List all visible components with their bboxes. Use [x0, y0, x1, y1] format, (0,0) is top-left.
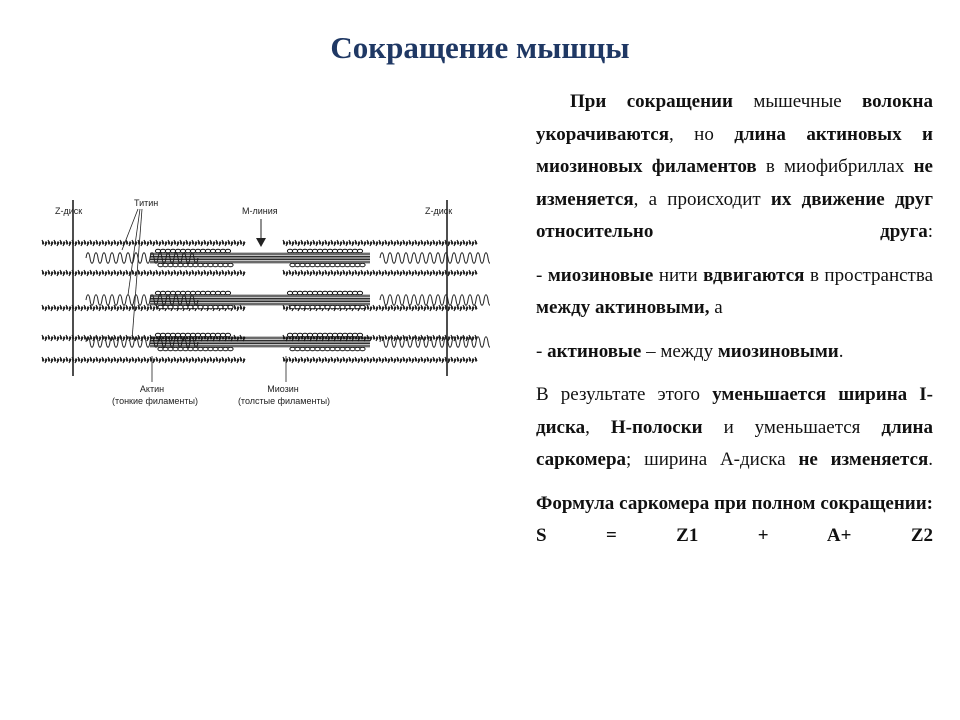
myosin-head: [347, 291, 352, 295]
p4-run-7: не изменяется: [798, 449, 929, 470]
myosin-head: [210, 291, 215, 295]
myosin-head: [155, 333, 160, 337]
p2-run-4: в пространства: [804, 264, 934, 286]
myosin-head: [220, 249, 225, 253]
myosin-head: [360, 305, 365, 309]
paragraph-main: [536, 86, 933, 249]
myosin-head: [342, 249, 347, 253]
p1-run-7: , а происходит: [633, 188, 771, 210]
myosin-head: [297, 291, 302, 295]
label-z-disk-left: Z-диск: [55, 206, 83, 216]
p1-run-5: в миофибриллах: [756, 156, 914, 177]
myosin-head: [355, 263, 360, 267]
myosin-head: [297, 249, 302, 253]
myosin-head: [352, 249, 357, 253]
myosin-head: [155, 291, 160, 295]
myosin-head: [215, 249, 220, 253]
p1-run-8: их движение друг относительно друга: [536, 188, 933, 242]
myosin-head: [210, 249, 215, 253]
myosin-head: [305, 347, 310, 351]
p2-run-3: вдвигаются: [703, 264, 805, 286]
myosin-head: [355, 305, 360, 309]
myosin-head: [183, 347, 188, 351]
myosin-head: [332, 249, 337, 253]
myosin-head: [183, 305, 188, 309]
p1-run-9: :: [927, 221, 933, 242]
myosin-head: [178, 305, 183, 309]
myosin-head: [190, 291, 195, 295]
label-actin-sub: (тонкие филаменты): [112, 396, 198, 406]
myosin-head: [302, 333, 307, 337]
titin-spring-0-1: [380, 253, 490, 264]
myosin-head: [322, 333, 327, 337]
sarcomere-diagram: [0, 190, 490, 420]
myosin-head: [345, 347, 350, 351]
myosin-head: [165, 291, 170, 295]
myosin-head: [193, 347, 198, 351]
myosin-head: [290, 347, 295, 351]
myosin-head: [163, 347, 168, 351]
myosin-head: [195, 249, 200, 253]
myosin-head: [330, 305, 335, 309]
myosin-head: [352, 291, 357, 295]
myosin-head: [163, 305, 168, 309]
myosin-head: [185, 333, 190, 337]
myosin-head: [350, 263, 355, 267]
myosin-head: [325, 347, 330, 351]
p2-run-5: между актиновыми,: [536, 297, 710, 318]
myosin-head: [160, 291, 165, 295]
myosin-head: [310, 347, 315, 351]
myosin-head: [205, 291, 210, 295]
myosin-head: [357, 291, 362, 295]
paragraph-myosin-threads: [536, 260, 933, 325]
myosin-head: [322, 249, 327, 253]
myosin-head: [287, 291, 292, 295]
myosin-head: [168, 263, 173, 267]
myosin-head: [158, 347, 163, 351]
actin-strand-right-1-texture: [283, 270, 477, 276]
myosin-head: [178, 347, 183, 351]
myosin-head: [335, 263, 340, 267]
myosin-head: [168, 347, 173, 351]
p5-run-0: Формула саркомера при полном сокращении: S = Z1 + A+ Z2: [536, 492, 933, 546]
p2-run-1: миозиновые: [547, 264, 654, 286]
label-actin: Актин: [139, 384, 165, 394]
myosin-head: [307, 333, 312, 337]
myosin-head: [290, 263, 295, 267]
myosin-filaments: [150, 249, 370, 351]
p4-run-2: ,: [585, 416, 611, 438]
myosin-head: [317, 249, 322, 253]
myosin-head: [188, 263, 193, 267]
myosin-head: [322, 291, 327, 295]
myosin-head: [215, 291, 220, 295]
myosin-head: [345, 305, 350, 309]
myosin-head: [188, 347, 193, 351]
p2-run-2: нити: [653, 264, 704, 286]
myosin-head: [198, 263, 203, 267]
myosin-head: [223, 263, 228, 267]
myosin-head: [300, 263, 305, 267]
myosin-head: [342, 333, 347, 337]
myosin-head: [228, 305, 233, 309]
myosin-head: [292, 291, 297, 295]
myosin-head: [200, 333, 205, 337]
myosin-head: [170, 291, 175, 295]
myosin-head: [225, 291, 230, 295]
p4-run-5: длина саркомера: [536, 416, 934, 470]
myosin-head: [327, 249, 332, 253]
myosin-head: [200, 249, 205, 253]
myosin-head: [228, 263, 233, 267]
myosin-head: [357, 249, 362, 253]
myosin-head: [193, 263, 198, 267]
myosin-head: [320, 305, 325, 309]
myosin-head: [337, 291, 342, 295]
myosin-head: [317, 291, 322, 295]
myosin-head: [213, 263, 218, 267]
myosin-head: [180, 333, 185, 337]
m-line-arrowhead: [256, 238, 266, 247]
myosin-head: [347, 249, 352, 253]
myosin-head: [337, 333, 342, 337]
myosin-head: [320, 347, 325, 351]
myosin-head: [335, 347, 340, 351]
myosin-head: [350, 305, 355, 309]
myosin-head: [220, 333, 225, 337]
myosin-head: [158, 263, 163, 267]
myosin-head: [183, 263, 188, 267]
myosin-head: [327, 291, 332, 295]
myosin-head: [337, 249, 342, 253]
myosin-head: [350, 347, 355, 351]
myosin-head: [198, 305, 203, 309]
myosin-head: [340, 263, 345, 267]
myosin-head: [213, 305, 218, 309]
paragraph-actin-threads: [536, 336, 933, 369]
myosin-head: [198, 347, 203, 351]
myosin-head: [225, 249, 230, 253]
myosin-head: [292, 249, 297, 253]
myosin-head: [360, 263, 365, 267]
myosin-head: [287, 333, 292, 337]
p4-run-8: .: [928, 449, 933, 470]
myosin-head: [178, 263, 183, 267]
myosin-head: [312, 291, 317, 295]
myosin-head: [203, 263, 208, 267]
paragraph-formula: [536, 488, 933, 553]
p1-run-2: волокна укорачиваются: [536, 91, 933, 145]
p2-run-0: -: [536, 264, 548, 286]
titin-spring-1-1: [380, 295, 490, 306]
myosin-head: [158, 305, 163, 309]
myosin-head: [203, 305, 208, 309]
myosin-head: [310, 263, 315, 267]
myosin-head: [287, 249, 292, 253]
myosin-head: [295, 305, 300, 309]
actin-strand-right-4-texture: [283, 357, 477, 363]
myosin-head: [218, 347, 223, 351]
myosin-head: [185, 249, 190, 253]
myosin-head: [208, 263, 213, 267]
myosin-head: [312, 249, 317, 253]
myosin-head: [155, 249, 160, 253]
myosin-head: [332, 333, 337, 337]
p1-run-3: , но: [668, 123, 735, 145]
myosin-head: [190, 333, 195, 337]
p4-run-1: уменьшается ширина I-диска: [536, 384, 933, 438]
p3-run-3: миозиновыми: [717, 340, 839, 362]
myosin-head: [185, 291, 190, 295]
myosin-head: [175, 333, 180, 337]
myosin-head: [175, 249, 180, 253]
label-m-line: М-линия: [242, 206, 278, 216]
p2-run-6: а: [709, 297, 723, 318]
myosin-head: [305, 263, 310, 267]
myosin-head: [223, 305, 228, 309]
p4-run-4: и уменьшается: [702, 416, 882, 438]
myosin-head: [218, 305, 223, 309]
myosin-head: [203, 347, 208, 351]
slide-title: Сокращение мышцы: [330, 30, 630, 65]
p1-run-1: мышечные: [732, 91, 863, 112]
myosin-head: [317, 333, 322, 337]
myosin-head: [307, 291, 312, 295]
myosin-head: [173, 263, 178, 267]
myosin-head: [173, 305, 178, 309]
p3-run-4: .: [838, 340, 844, 362]
myosin-head: [163, 263, 168, 267]
myosin-head: [340, 347, 345, 351]
myosin-head: [160, 333, 165, 337]
p3-run-2: – между: [641, 340, 718, 362]
myosin-head: [195, 291, 200, 295]
paragraph-result: [536, 379, 933, 477]
p3-run-0: -: [536, 340, 548, 362]
myosin-head: [352, 333, 357, 337]
myosin-head: [205, 333, 210, 337]
myosin-head: [307, 249, 312, 253]
myosin-head: [213, 347, 218, 351]
myosin-head: [320, 263, 325, 267]
label-myosin-sub: (толстые филаменты): [237, 396, 331, 406]
myosin-head: [205, 249, 210, 253]
label-z-disk-right: Z-диск: [425, 206, 453, 216]
myosin-head: [292, 333, 297, 337]
myosin-head: [290, 305, 295, 309]
p4-run-0: В результате этого: [536, 384, 713, 405]
myosin-head: [302, 291, 307, 295]
myosin-head: [330, 263, 335, 267]
myosin-head: [165, 333, 170, 337]
p1-run-4: длина актиновых и миозиновых филаментов: [536, 123, 933, 177]
myosin-head: [173, 347, 178, 351]
myosin-head: [327, 333, 332, 337]
p4-run-3: Н-полоски: [610, 416, 703, 438]
myosin-head: [315, 263, 320, 267]
label-myosin: Миозин: [267, 384, 299, 394]
myosin-head: [180, 291, 185, 295]
myosin-head: [170, 249, 175, 253]
myosin-head: [208, 347, 213, 351]
myosin-head: [193, 305, 198, 309]
p1-run-0: При сокращении: [570, 91, 733, 112]
myosin-head: [305, 305, 310, 309]
myosin-head: [347, 333, 352, 337]
myosin-head: [228, 347, 233, 351]
myosin-head: [295, 347, 300, 351]
actin-strand-right-0-texture: [283, 240, 477, 246]
myosin-head: [325, 305, 330, 309]
myosin-head: [165, 249, 170, 253]
myosin-head: [168, 305, 173, 309]
myosin-head: [340, 305, 345, 309]
myosin-head: [223, 347, 228, 351]
p1-run-6: не изменяется: [536, 156, 933, 210]
label-titin: Титин: [134, 198, 159, 208]
myosin-head: [175, 291, 180, 295]
myosin-head: [300, 347, 305, 351]
titin-pointer: [128, 209, 140, 295]
myosin-head: [210, 333, 215, 337]
myosin-head: [325, 263, 330, 267]
myosin-head: [190, 249, 195, 253]
myosin-head: [180, 249, 185, 253]
myosin-head: [220, 291, 225, 295]
myosin-head: [335, 305, 340, 309]
myosin-head: [310, 305, 315, 309]
myosin-head: [315, 347, 320, 351]
myosin-head: [302, 249, 307, 253]
p4-run-6: ; ширина А-диска: [626, 449, 799, 470]
myosin-head: [208, 305, 213, 309]
myosin-head: [297, 333, 302, 337]
myosin-head: [342, 291, 347, 295]
myosin-head: [195, 333, 200, 337]
explanation-text: [536, 86, 933, 553]
myosin-head: [188, 305, 193, 309]
myosin-head: [160, 249, 165, 253]
myosin-head: [300, 305, 305, 309]
myosin-head: [295, 263, 300, 267]
myosin-head: [170, 333, 175, 337]
myosin-head: [225, 333, 230, 337]
myosin-head: [345, 263, 350, 267]
myosin-head: [357, 333, 362, 337]
p3-run-1: актиновые: [547, 340, 642, 362]
myosin-head: [330, 347, 335, 351]
myosin-head: [332, 291, 337, 295]
myosin-head: [200, 291, 205, 295]
myosin-head: [360, 347, 365, 351]
myosin-head: [315, 305, 320, 309]
myosin-head: [312, 333, 317, 337]
myosin-head: [215, 333, 220, 337]
myosin-head: [355, 347, 360, 351]
myosin-head: [218, 263, 223, 267]
